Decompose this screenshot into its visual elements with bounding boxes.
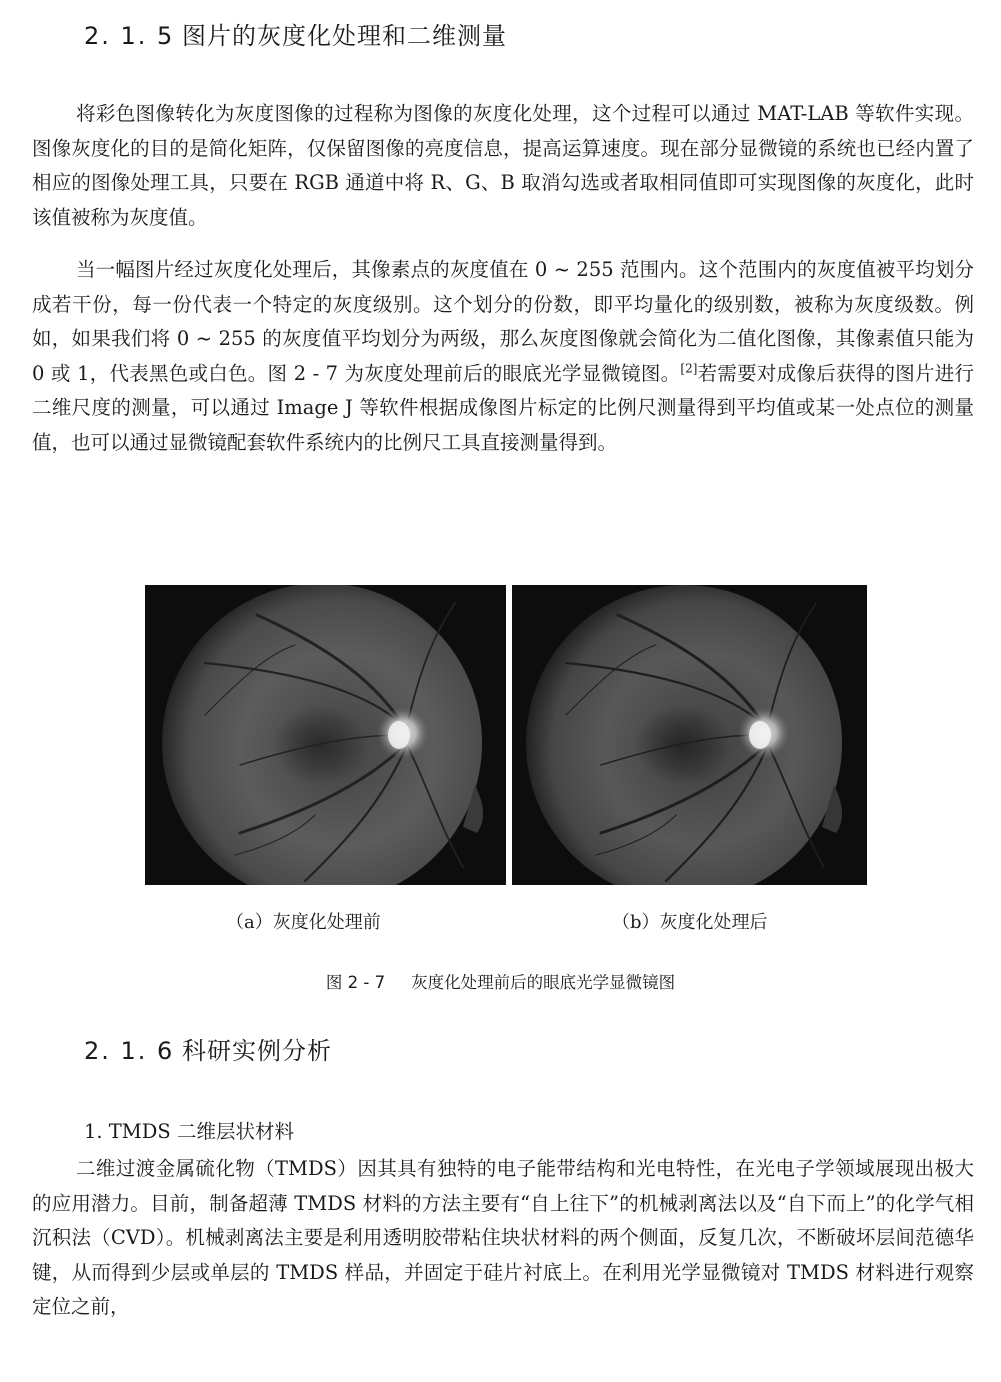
paragraph-tmds-intro: 二维过渡金属硫化物（TMDS）因其具有独特的电子能带结构和光电特性，在光电子学领域展现出极大的应用潜力。目前，制备超薄 TMDS 材料的方法主要有“自上往下”的机械剥离法以及“自下而上”的化学气相沉积法（CVD）。机械剥离法主要是利用透明胶带粘住块状材料的两个侧面，反复几次，不断破坏层间范德华键，从而得到少层或单层的 TMDS 样品，并固定于硅片衬底上。在利用光学显微镜对 TMDS 材料进行观察定位之前， (32, 1157, 974, 1318)
figure-2-7 (145, 585, 867, 885)
figure-caption (0, 970, 1001, 996)
subsection-prefix: 1. TMDS (84, 1120, 177, 1143)
paragraph-gray-levels (32, 253, 974, 460)
section-number: 2. 1. 6 (84, 1037, 175, 1065)
subcaption-b: （b）灰度化处理后 (612, 912, 768, 933)
section-title: 科研实例分析 (182, 1037, 332, 1065)
subsection-heading-tmds (84, 1117, 294, 1147)
fundus-image-before (145, 585, 506, 885)
paragraph-text: 当一幅图片经过灰度化处理后，其像素点的灰度值在 0 ~ 255 范围内。这个范围内的灰度值被平均划分成若干份，每一份代表一个特定的灰度级别。这个划分的份数，即平均量化的级别数，被称为灰度级数。例如，如果我们将 0 ~ 255 的灰度值平均划分为两级，那么灰度图像就会简化为二值化图像，其像素值只能为 0 或 1，代表黑色或白色。图 2 - 7 为灰度处理前后的眼底光学显微镜图。 (32, 258, 974, 385)
section-heading-2-1-5 (84, 20, 507, 52)
fundus-image-after (512, 585, 867, 885)
section-title: 图片的灰度化处理和二维测量 (182, 22, 507, 50)
subsection-title: 二维层状材料 (176, 1120, 294, 1143)
section-number: 2. 1. 5 (84, 22, 175, 50)
figure-number: 图 2 - 7 (325, 973, 386, 992)
subcaption-a: （a）灰度化处理前 (226, 912, 381, 933)
paragraph-text: 若需要对成像后获得的图片进行二维尺度的测量，可以通过 Image J 等软件根据成像图片标定的比例尺测量得到平均值或某一处点位的测量值，也可以通过显微镜配套软件系统内的比例尺工具直接测量得到。 (32, 361, 974, 454)
figure-caption-text: 灰度化处理前后的眼底光学显微镜图 (411, 973, 676, 992)
section-heading-2-1-6 (84, 1035, 332, 1067)
citation-marker: [2] (680, 361, 698, 375)
paragraph-grayscale-intro: 将彩色图像转化为灰度图像的过程称为图像的灰度化处理，这个过程可以通过 MAT-LAB 等软件实现。图像灰度化的目的是简化矩阵，仅保留图像的亮度信息，提高运算速度。现在部分显微镜的系统也已经内置了相应的图像处理工具，只要在 RGB 通道中将 R、G、B 取消勾选或者取相同值即可实现图像的灰度化，此时该值被称为灰度值。 (32, 102, 974, 229)
